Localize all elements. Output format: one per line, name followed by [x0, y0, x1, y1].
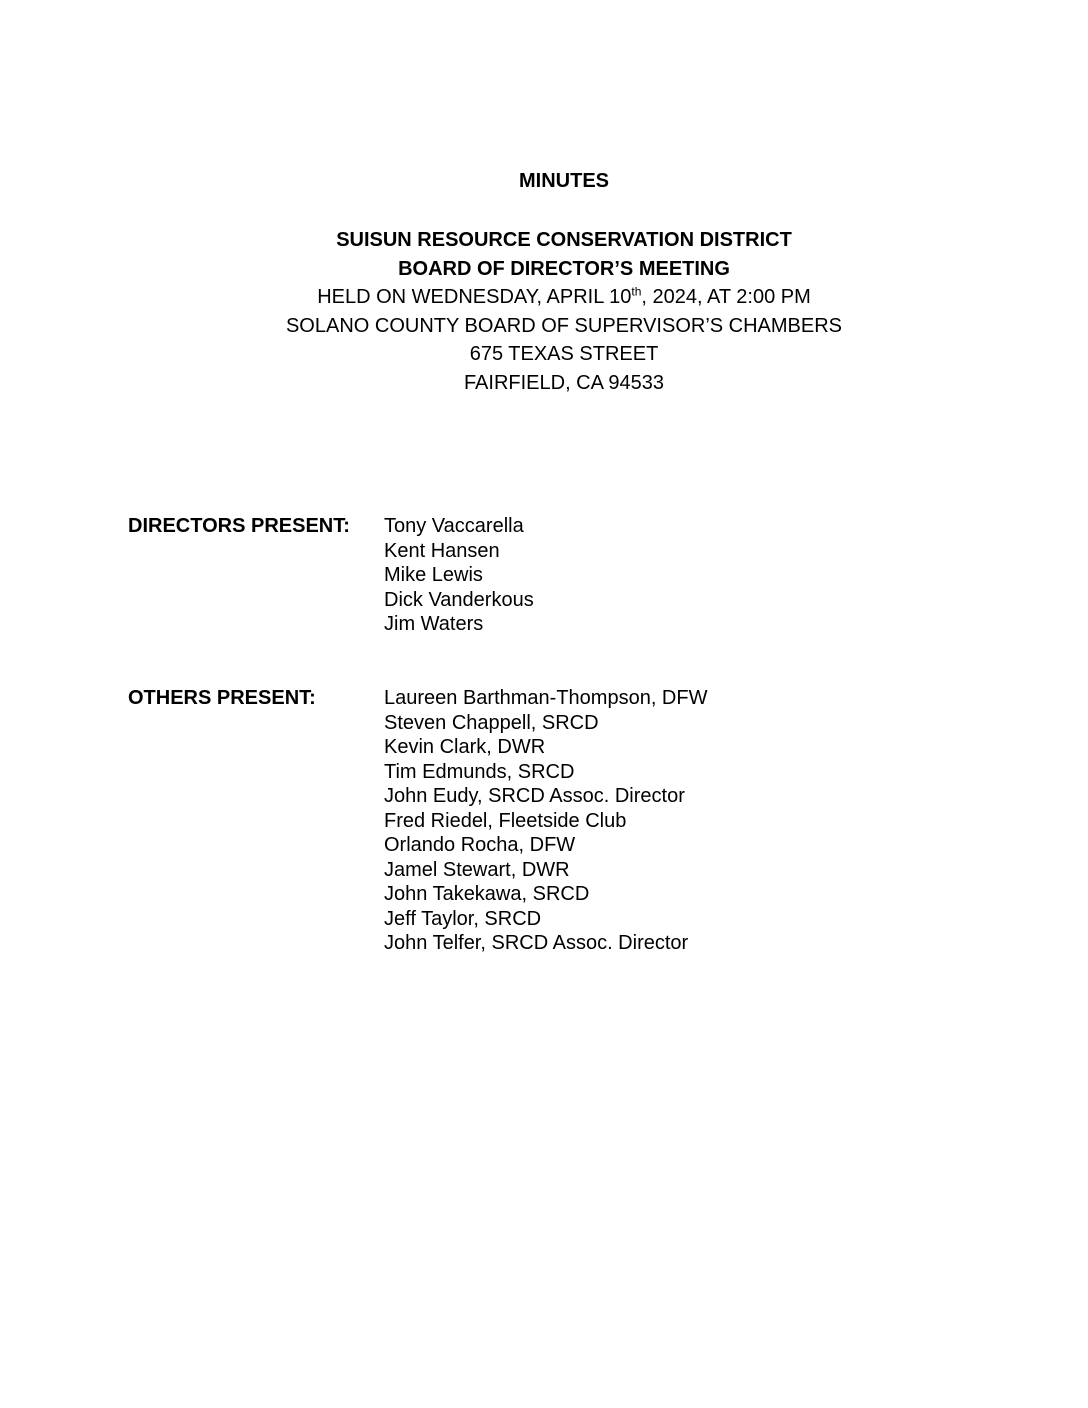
- meeting-date-prefix: HELD ON WEDNESDAY, APRIL 10: [317, 286, 632, 308]
- list-item: Dick Vanderkous: [384, 588, 534, 611]
- meeting-date-ordinal: th: [631, 284, 642, 299]
- meeting-address: 675 TEXAS STREET: [469, 343, 659, 365]
- list-item: Laureen Barthman-Thompson, DFW: [384, 687, 708, 709]
- list-item: Tony Vaccarella: [384, 515, 524, 537]
- list-item: Mike Lewis: [384, 564, 483, 586]
- meeting-date: [0, 283, 1088, 312]
- list-item: Fred Riedel, Fleetside Club: [384, 809, 627, 832]
- list-item: Orlando Rocha, DFW: [384, 834, 576, 856]
- meeting-header: [0, 226, 1088, 397]
- meeting-name: BOARD OF DIRECTOR’S MEETING: [398, 257, 730, 280]
- list-item: Jamel Stewart, DWR: [384, 858, 570, 881]
- list-item: Jeff Taylor, SRCD: [384, 907, 542, 930]
- others-present-label: OTHERS PRESENT:: [128, 687, 316, 709]
- list-item: John Telfer, SRCD Assoc. Director: [384, 932, 689, 954]
- list-item: Kent Hansen: [384, 539, 500, 562]
- list-item: John Takekawa, SRCD: [384, 883, 590, 905]
- meeting-location: SOLANO COUNTY BOARD OF SUPERVISOR’S CHAMBERS: [285, 314, 843, 337]
- list-item: Tim Edmunds, SRCD: [384, 760, 575, 783]
- document-title: MINUTES: [519, 170, 609, 192]
- list-item: Steven Chappell, SRCD: [384, 711, 599, 734]
- meeting-city: FAIRFIELD, CA 94533: [463, 371, 665, 394]
- others-list: [384, 686, 707, 956]
- list-item: Jim Waters: [384, 613, 484, 635]
- list-item: John Eudy, SRCD Assoc. Director: [384, 785, 685, 807]
- organization-name: SUISUN RESOURCE CONSERVATION DISTRICT: [336, 229, 792, 251]
- directors-list: [384, 514, 534, 637]
- list-item: Kevin Clark, DWR: [384, 736, 546, 758]
- meeting-date-suffix: , 2024, AT 2:00 PM: [641, 286, 811, 308]
- directors-present-label: DIRECTORS PRESENT:: [128, 515, 350, 537]
